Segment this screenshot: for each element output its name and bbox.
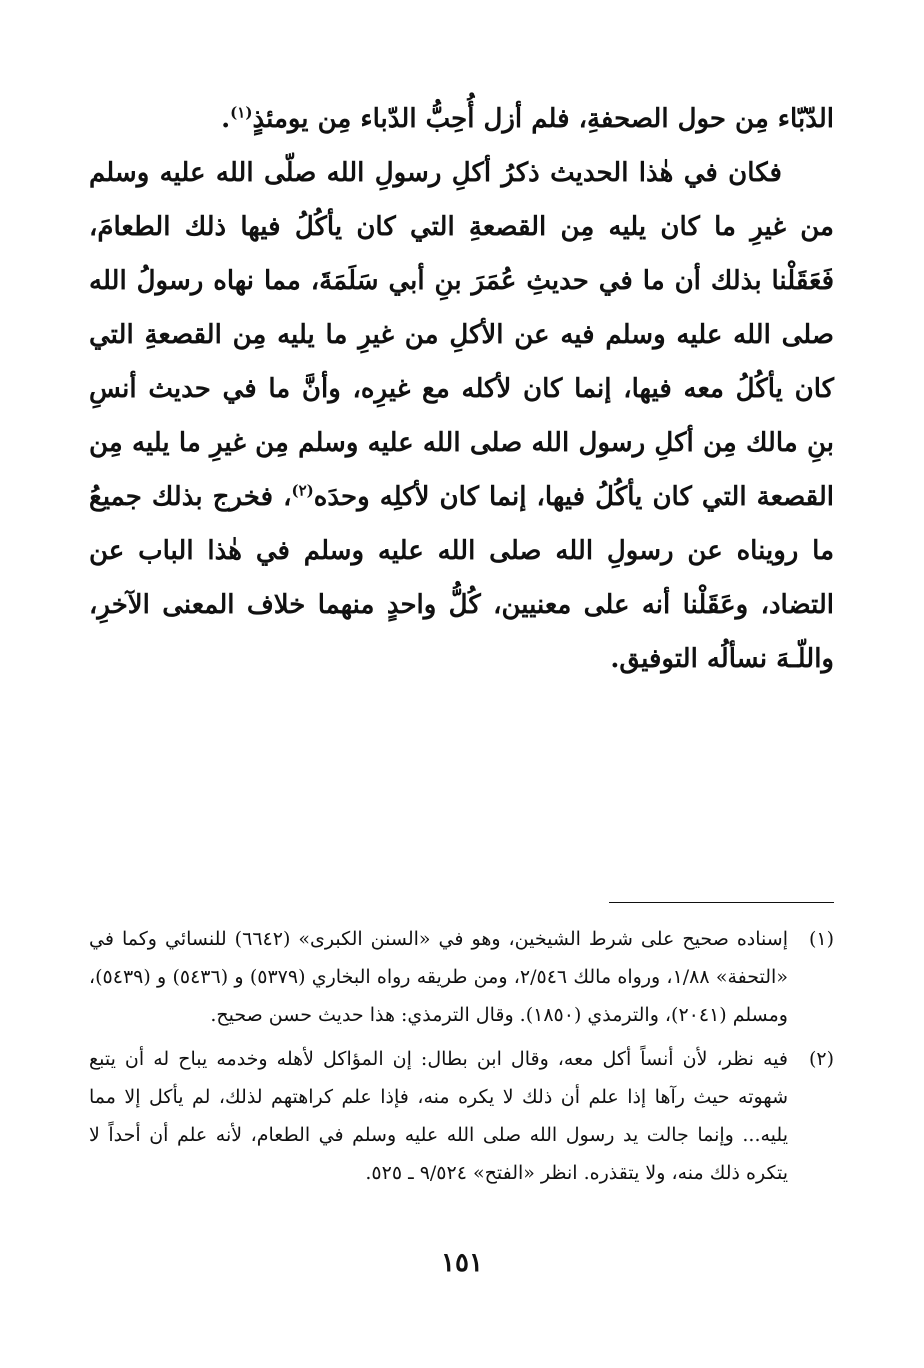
footnote-2-text: فيه نظر، لأن أنساً أكل معه، وقال ابن بطال: إن المؤاكل لأهله وخدمه يباح له أن يتبع شهوته حيث رآها إذا علم أن ذلك لا يكره منه، فإذا علم كراهتهم لذلك، لم يأكل إلا مما يليه... وإنما جالت يد رسول الله صلى الله عليه وسلم في الطعام، لأنه علم أن أحداً لا يتكره ذلك منه، ولا يتقذره. انظر «الفتح» ٩/٥٢٤ ـ ٥٢٥. — [89, 1048, 788, 1184]
footnotes-section — [89, 920, 834, 1198]
paragraph-2-end: ، فخرج بذلك جميعُ ما رويناه عن رسولِ الله صلى الله عليه وسلم في هٰذا الباب عن التضاد، وعَقَلْنا أنه على معنيين، كُلُّ واحدٍ منهما خلاف المعنى الآخرِ، واللّـهَ نسألُه التوفيق. — [89, 482, 834, 674]
footnote-reference-2[interactable]: (٢) — [291, 481, 314, 500]
footnote-reference-1[interactable]: (١) — [230, 103, 253, 122]
footnote-1 — [89, 920, 834, 1034]
main-text-body — [89, 92, 834, 686]
paragraph-2-text: فكان في هٰذا الحديث ذكرُ أكلِ رسولِ الله صلّى الله عليه وسلم من غيرِ ما كان يليه مِن القصعةِ التي كان يأكُلُ فيها ذلك الطعامَ، فَعَقَلْنا بذلك أن ما في حديثِ عُمَرَ بنِ أبي سَلَمَةَ، مما نهاه رسولُ الله صلى الله عليه وسلم فيه عن الأكلِ من غيرِ ما يليه مِن القصعةِ التي كان يأكُلُ معه فيها، إنما كان لأكله مع غيرِه، وأنَّ ما في حديث أنسِ بنِ مالك مِن أكلِ رسول الله صلى الله عليه وسلم مِن غيرِ ما يليه مِن القصعة التي كان يأكُلُ فيها، إنما كان لأكلِه وحدَه — [89, 158, 834, 512]
paragraph-1-end: . — [221, 104, 231, 134]
footnote-2-number: (٢) — [808, 1048, 834, 1070]
footnote-2 — [89, 1040, 834, 1192]
page-number: ١٥١ — [441, 1248, 483, 1278]
paragraph-1 — [89, 92, 834, 146]
paragraph-1-text: الدّبّاء مِن حول الصحفةِ، فلم أزل أُحِبُّ الدّباء مِن يومئذٍ — [252, 104, 834, 134]
footnote-divider — [609, 902, 834, 903]
paragraph-2 — [89, 146, 834, 686]
footnote-1-text: إسناده صحيح على شرط الشيخين، وهو في «السنن الكبرى» (٦٦٤٢) للنسائي وكما في «التحفة» ١/٨٨، ورواه مالك ٢/٥٤٦، ومن طريقه رواه البخاري (٥٣٧٩) و (٥٤٣٦) و (٥٤٣٩)، ومسلم (٢٠٤١)، والترمذي (١٨٥٠). وقال الترمذي: هذا حديث حسن صحيح. — [89, 928, 788, 1026]
footnote-1-number: (١) — [808, 928, 834, 950]
